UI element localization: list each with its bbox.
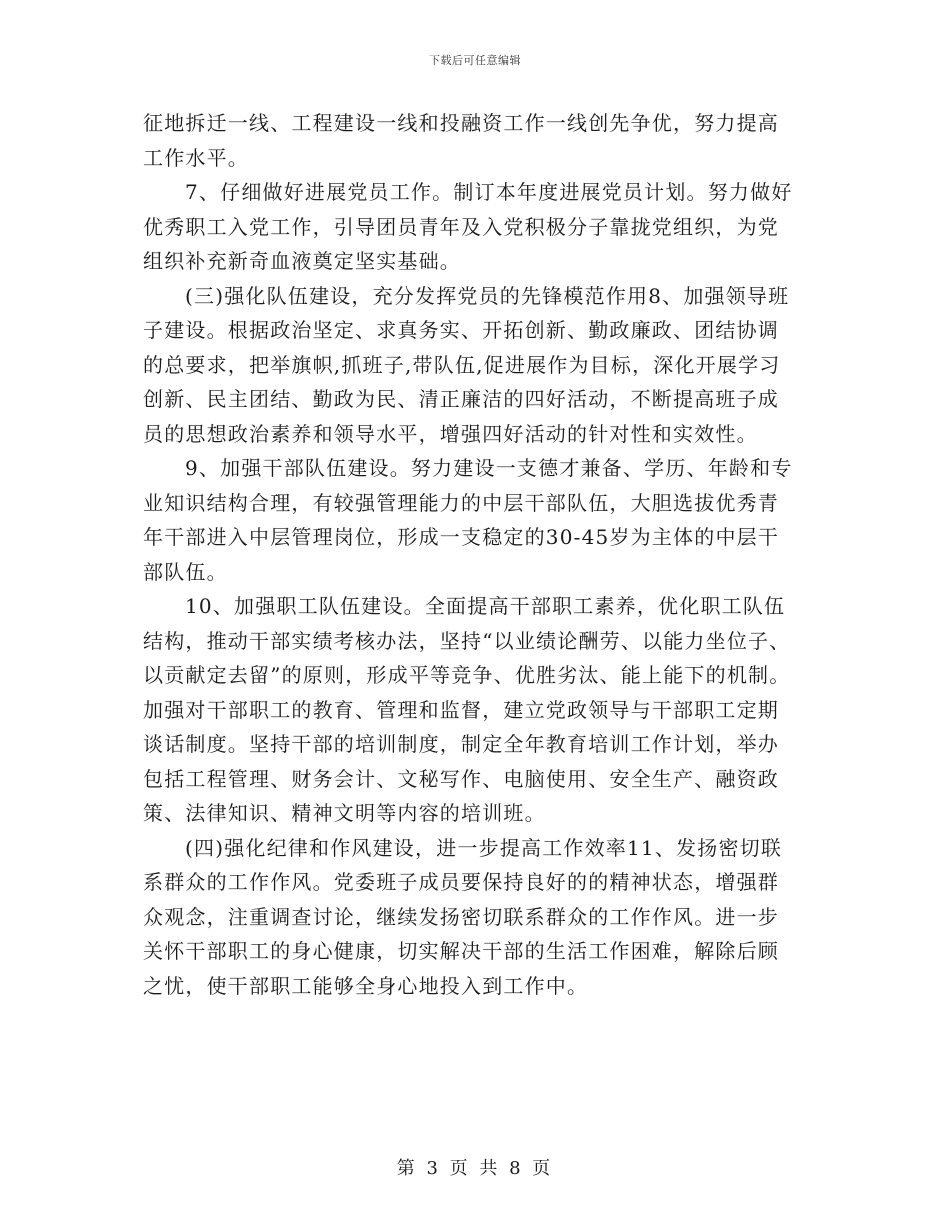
page-header: 下载后可任意编辑	[429, 54, 521, 67]
text-line: 工作水平。	[143, 145, 249, 170]
paragraph-continuation	[143, 106, 809, 175]
text-line: 7、仔细做好进展党员工作。制订本年度进展党员计划。努力做好	[185, 180, 793, 204]
text-line: 结构，推动干部实绩考核办法，坚持“以业绩论酬劳、以能力坐位子、	[143, 628, 791, 653]
text-line: 子建设。根据政治坚定、求真务实、开拓创新、勤政廉政、团结协调	[143, 318, 779, 342]
document-body	[143, 106, 809, 1003]
text-line: 谈话制度。坚持干部的培训制度，制定全年教育培训工作计划，举办	[143, 732, 779, 756]
text-line: (四)强化纪律和作风建设，进一步提高工作效率11、发扬密切联	[185, 835, 783, 860]
text-line: 年干部进入中层管理岗位，形成一支稳定的30-45岁为主体的中层干	[143, 525, 780, 549]
text-line: 策、法律知识、精神文明等内容的培训班。	[143, 801, 546, 825]
text-line: 关怀干部职工的身心健康，切实解决干部的生活工作困难，解除后顾	[143, 939, 779, 963]
text-line: 优秀职工入党工作，引导团员青年及入党积极分子靠拢党组织，为党	[143, 214, 779, 239]
text-line: 员的思想政治素养和领导水平，增强四好活动的针对性和实效性。	[143, 421, 758, 446]
text-line: 众观念，注重调查讨论，继续发扬密切联系群众的工作作风。进一步	[143, 904, 779, 929]
paragraph-section-3	[143, 279, 809, 452]
paragraph-item-10	[143, 589, 809, 831]
text-line: (三)强化队伍建设，充分发挥党员的先锋模范作用8、加强领导班	[185, 283, 790, 308]
text-line: 9、加强干部队伍建设。努力建设一支德才兼备、学历、年龄和专	[185, 456, 793, 480]
text-line: 的总要求，把举旗帜,抓班子,带队伍,促进展作为目标，深化开展学习	[143, 352, 781, 377]
text-line: 加强对干部职工的教育、管理和监督，建立党政领导与干部职工定期	[143, 697, 779, 722]
text-line: 10、加强职工队伍建设。全面提高干部职工素养，优化职工队伍	[185, 594, 786, 618]
text-line: 之忧，使干部职工能够全身心地投入到工作中。	[143, 973, 589, 998]
text-line: 系群众的工作作风。党委班子成员要保持良好的的精神状态，增强群	[143, 870, 779, 894]
page-footer: 第 3 页 共 8 页	[396, 1158, 554, 1179]
text-line: 征地拆迁一线、工程建设一线和投融资工作一线创先争优，努力提高	[143, 111, 779, 135]
text-line: 包括工程管理、财务会计、文秘写作、电脑使用、安全生产、融资政	[143, 766, 779, 791]
text-line: 业知识结构合理，有较强管理能力的中层干部队伍，大胆选拔优秀青	[143, 490, 779, 515]
text-line: 创新、民主团结、勤政为民、清正廉洁的四好活动，不断提高班子成	[143, 387, 779, 411]
text-line: 以贡献定去留”的原则，形成平等竞争、优胜劣汰、能上能下的机制。	[143, 663, 791, 687]
text-line: 组织补充新奇血液奠定坚实基础。	[143, 249, 461, 273]
paragraph-section-4	[143, 831, 809, 1004]
paragraph-item-9	[143, 451, 809, 589]
paragraph-item-7	[143, 175, 809, 279]
text-line: 部队伍。	[143, 559, 228, 584]
